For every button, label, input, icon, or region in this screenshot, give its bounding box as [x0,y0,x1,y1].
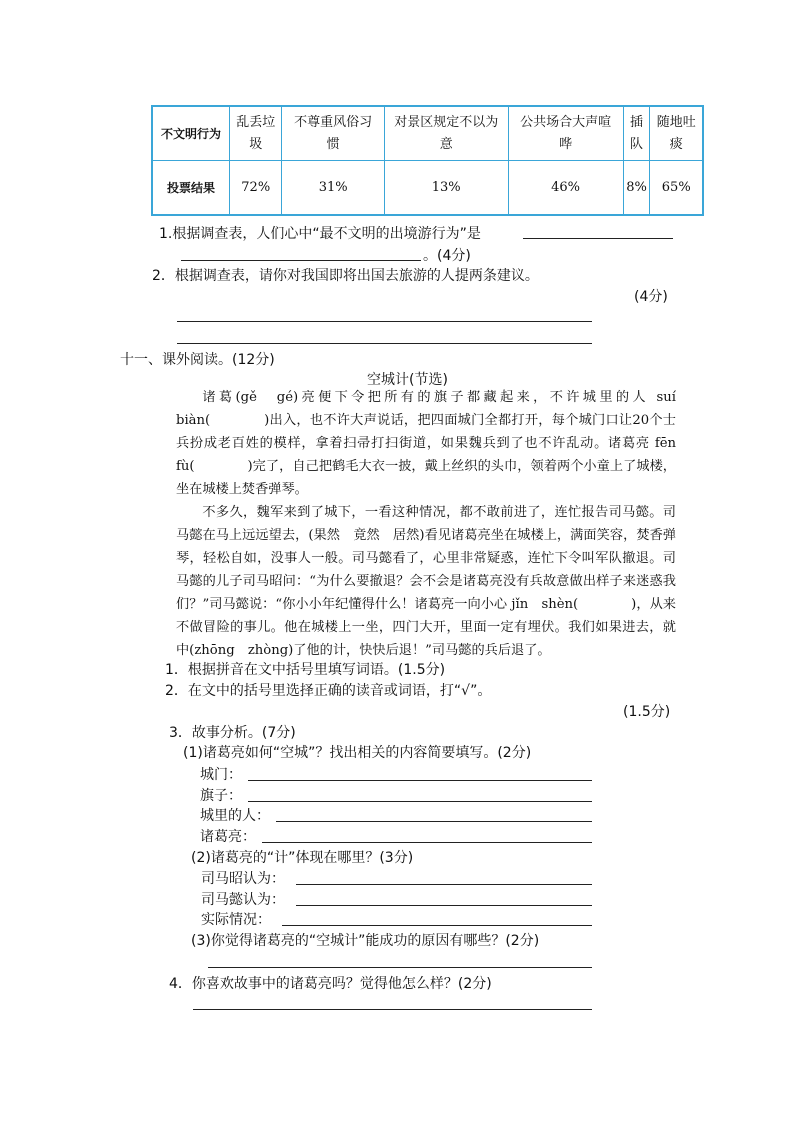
answer-line[interactable] [296,884,592,885]
table-cell: 插队 [623,106,650,161]
answer-line[interactable] [193,1009,592,1010]
answer-line[interactable] [282,925,592,926]
answer-line[interactable] [248,780,592,781]
table-header-behavior: 不文明行为 [152,106,230,161]
question-1-text: 1.根据调查表，人们心中“最不文明的出境游行为”是 [159,226,481,242]
answer-label-yi: 司马懿认为： [201,892,285,908]
answer-line[interactable] [523,238,673,239]
table-row-results [152,161,703,216]
question-2-text: 2．根据调查表，请你对我国即将出国去旅游的人提两条建议。 [152,268,539,284]
table-cell: 随地吐痰 [650,106,703,161]
answer-label-gate: 城门： [200,767,242,783]
question-1-score: 。(4分) [423,248,471,264]
table-cell: 对景区规定不以为意 [384,106,508,161]
answer-label-zhuge: 诸葛亮： [200,829,256,845]
answer-label-zhao: 司马昭认为： [201,871,285,887]
answer-line[interactable] [248,801,592,802]
answer-label-flags: 旗子： [200,788,242,804]
answer-line[interactable] [177,321,592,322]
table-cell: 31% [282,161,384,216]
table-cell: 46% [508,161,623,216]
reading-question-1: 1．根据拼音在文中括号里填写词语。(1.5分) [165,662,446,678]
reading-passage [176,386,690,662]
survey-table [151,105,704,216]
table-cell: 13% [384,161,508,216]
answer-label-actual: 实际情况： [201,912,271,928]
reading-question-2-score: (1.5分) [623,704,671,720]
answer-line[interactable] [181,260,421,261]
answer-line[interactable] [276,821,592,822]
table-cell: 公共场合大声喧哗 [508,106,623,161]
answer-line[interactable] [262,842,592,843]
reading-question-3c: (3)你觉得诸葛亮的“空城计”能成功的原因有哪些？(2分) [191,933,540,949]
table-cell: 72% [230,161,282,216]
reading-question-3a: (1)诸葛亮如何“空城”？找出相关的内容简要填写。(2分) [183,745,532,761]
table-cell: 不尊重风俗习惯 [282,106,384,161]
reading-question-2: 2．在文中的括号里选择正确的读音或词语，打“√”。 [165,683,492,699]
reading-question-3b: (2)诸葛亮的“计”体现在哪里？(3分) [191,850,414,866]
answer-line[interactable] [208,967,592,968]
passage-paragraph-2: 不多久，魏军来到了城下，一看这种情况，都不敢前进了，连忙报告司马懿。司马懿在马上远远望去，(果然 竟然 居然)看见诸葛亮坐在城楼上，满面笑容，焚香弹琴，轻松自如，没事人一般。司马懿看了，心里非常疑惑，连忙下令叫军队撤退。司马懿的儿子司马昭问：“为什么要撤退？会不会是诸葛亮没有兵故意做出样子来迷惑我们？”司马懿说：“你小小年纪懂得什么！诸葛亮一向小心 jǐn shèn( )，从来不做冒险的事儿。他在城楼上一坐，四门大开，里面一定有埋伏。我们如果进去，就中(zhōng zhòng)了他的计，快快后退！”司马懿的兵后退了。 [176,505,676,658]
reading-question-3: 3．故事分析。(7分) [169,725,296,741]
passage-paragraph-1: 诸葛(gě gé)亮便下令把所有的旗子都藏起来，不许城里的人 suí biàn( )出入，也不许大声说话，把四面城门全都打开，每个城门口让20个士兵扮成老百姓的模样，拿着扫帚打扫街道，如果魏兵到了也不许乱动。诸葛亮 fēn fù( )完了，自己把鹤毛大衣一披，戴上丝织的头巾，领着两个小童上了城楼，坐在城楼上焚香弹琴。 [176,390,690,497]
passage-title: 空城计(节选) [367,372,448,388]
table-row-behaviors [152,106,703,161]
table-header-result: 投票结果 [152,161,230,216]
table-cell: 乱丢垃圾 [230,106,282,161]
answer-line[interactable] [177,343,592,344]
question-2-score: (4分) [634,289,668,305]
answer-line[interactable] [296,905,592,906]
section-heading: 十一、课外阅读。(12分) [120,352,275,368]
table-cell: 65% [650,161,703,216]
table-cell: 8% [623,161,650,216]
answer-label-people: 城里的人： [200,808,270,824]
reading-question-4: 4．你喜欢故事中的诸葛亮吗？觉得他怎么样？(2分) [169,976,492,992]
